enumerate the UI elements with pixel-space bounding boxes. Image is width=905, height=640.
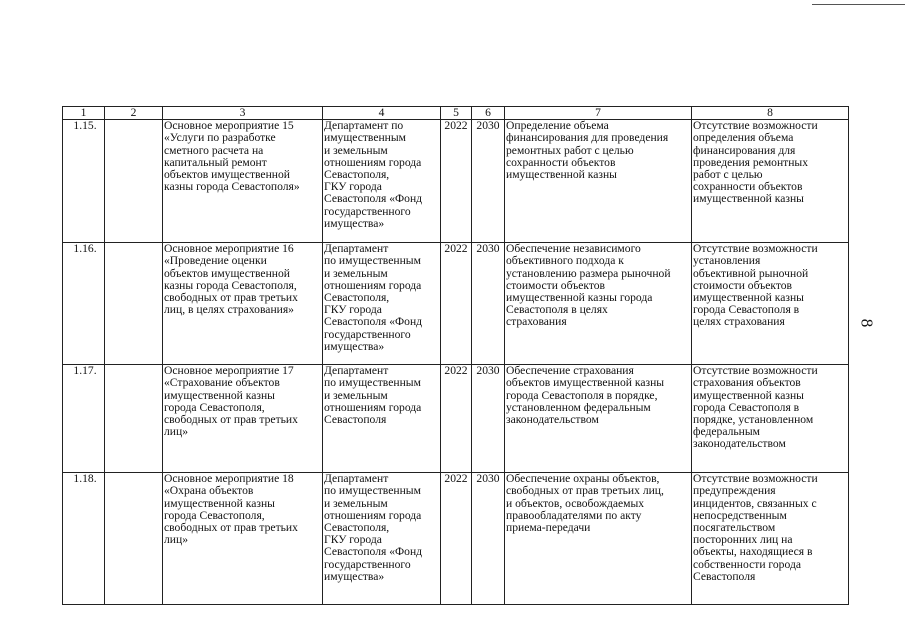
start-year: 2022 xyxy=(441,243,472,365)
header-row xyxy=(63,107,849,120)
header-cell: 5 xyxy=(441,107,472,120)
header-cell: 8 xyxy=(692,107,849,120)
start-year: 2022 xyxy=(441,365,472,473)
event-name: Основное мероприятие 15 «Услуги по разработке сметного расчета на капитальный ремонт объектов имущественной казны города Севастополя» xyxy=(163,120,323,243)
col2-cell xyxy=(105,120,163,243)
start-year: 2022 xyxy=(441,473,472,605)
non-implementation-consequence: Отсутствие возможности определения объема финансирования для проведения ремонтных работ с целью сохранности объектов имущественной казны xyxy=(692,120,849,243)
table-row xyxy=(63,243,849,365)
header-cell: 4 xyxy=(323,107,441,120)
expected-result: Обеспечение страхования объектов имущественной казны города Севастополя в порядке, установленном федеральным законодательством xyxy=(505,365,692,473)
end-year: 2030 xyxy=(472,365,505,473)
expected-result: Обеспечение охраны объектов, свободных от прав третьих лиц, и объектов, освобождаемых правообладателями по акту приема-передачи xyxy=(505,473,692,605)
row-number: 1.15. xyxy=(63,120,105,243)
row-number: 1.18. xyxy=(63,473,105,605)
table-row xyxy=(63,365,849,473)
col2-cell xyxy=(105,365,163,473)
event-name: Основное мероприятие 17 «Страхование объектов имущественной казны города Севастополя, свободных от прав третьих лиц» xyxy=(163,365,323,473)
expected-result: Определение объема финансирования для проведения ремонтных работ с целью сохранности объектов имущественной казны xyxy=(505,120,692,243)
end-year: 2030 xyxy=(472,473,505,605)
col2-cell xyxy=(105,243,163,365)
header-cell: 3 xyxy=(163,107,323,120)
event-name: Основное мероприятие 16 «Проведение оценки объектов имущественной казны города Севастополя, свободных от прав третьих лиц, в целях страхования» xyxy=(163,243,323,365)
col2-cell xyxy=(105,473,163,605)
executor: Департамент по имущественным и земельным отношениям города Севастополя, ГКУ города Севастополя «Фонд государственного имущества» xyxy=(323,473,441,605)
executor: Департамент по имущественным и земельным отношениям города Севастополя, ГКУ города Севастополя «Фонд государственного имущества» xyxy=(323,120,441,243)
end-year: 2030 xyxy=(472,243,505,365)
expected-result: Обеспечение независимого объективного подхода к установлению размера рыночной стоимости объектов имущественной казны города Севастополя в целях страхования xyxy=(505,243,692,365)
non-implementation-consequence: Отсутствие возможности установления объективной рыночной стоимости объектов имущественной казны города Севастополя в целях страхования xyxy=(692,243,849,365)
header-cell: 2 xyxy=(105,107,163,120)
table-row xyxy=(63,473,849,605)
row-number: 1.17. xyxy=(63,365,105,473)
executor: Департамент по имущественным и земельным отношениям города Севастополя xyxy=(323,365,441,473)
measures-table xyxy=(62,106,849,605)
header-cell: 7 xyxy=(505,107,692,120)
header-cell: 6 xyxy=(472,107,505,120)
header-cell: 1 xyxy=(63,107,105,120)
row-number: 1.16. xyxy=(63,243,105,365)
top-rule xyxy=(812,4,905,5)
executor: Департамент по имущественным и земельным отношениям города Севастополя, ГКУ города Севастополя «Фонд государственного имущества» xyxy=(323,243,441,365)
end-year: 2030 xyxy=(472,120,505,243)
page-number: 8 xyxy=(857,318,877,328)
event-name: Основное мероприятие 18 «Охрана объектов имущественной казны города Севастополя, свободных от прав третьих лиц» xyxy=(163,473,323,605)
start-year: 2022 xyxy=(441,120,472,243)
non-implementation-consequence: Отсутствие возможности предупреждения инцидентов, связанных с непосредственным посягательством посторонних лиц на объекты, находящиеся в собственности города Севастополя xyxy=(692,473,849,605)
table-row xyxy=(63,120,849,243)
non-implementation-consequence: Отсутствие возможности страхования объектов имущественной казны города Севастополя в порядке, установленном федеральным законодательством xyxy=(692,365,849,473)
